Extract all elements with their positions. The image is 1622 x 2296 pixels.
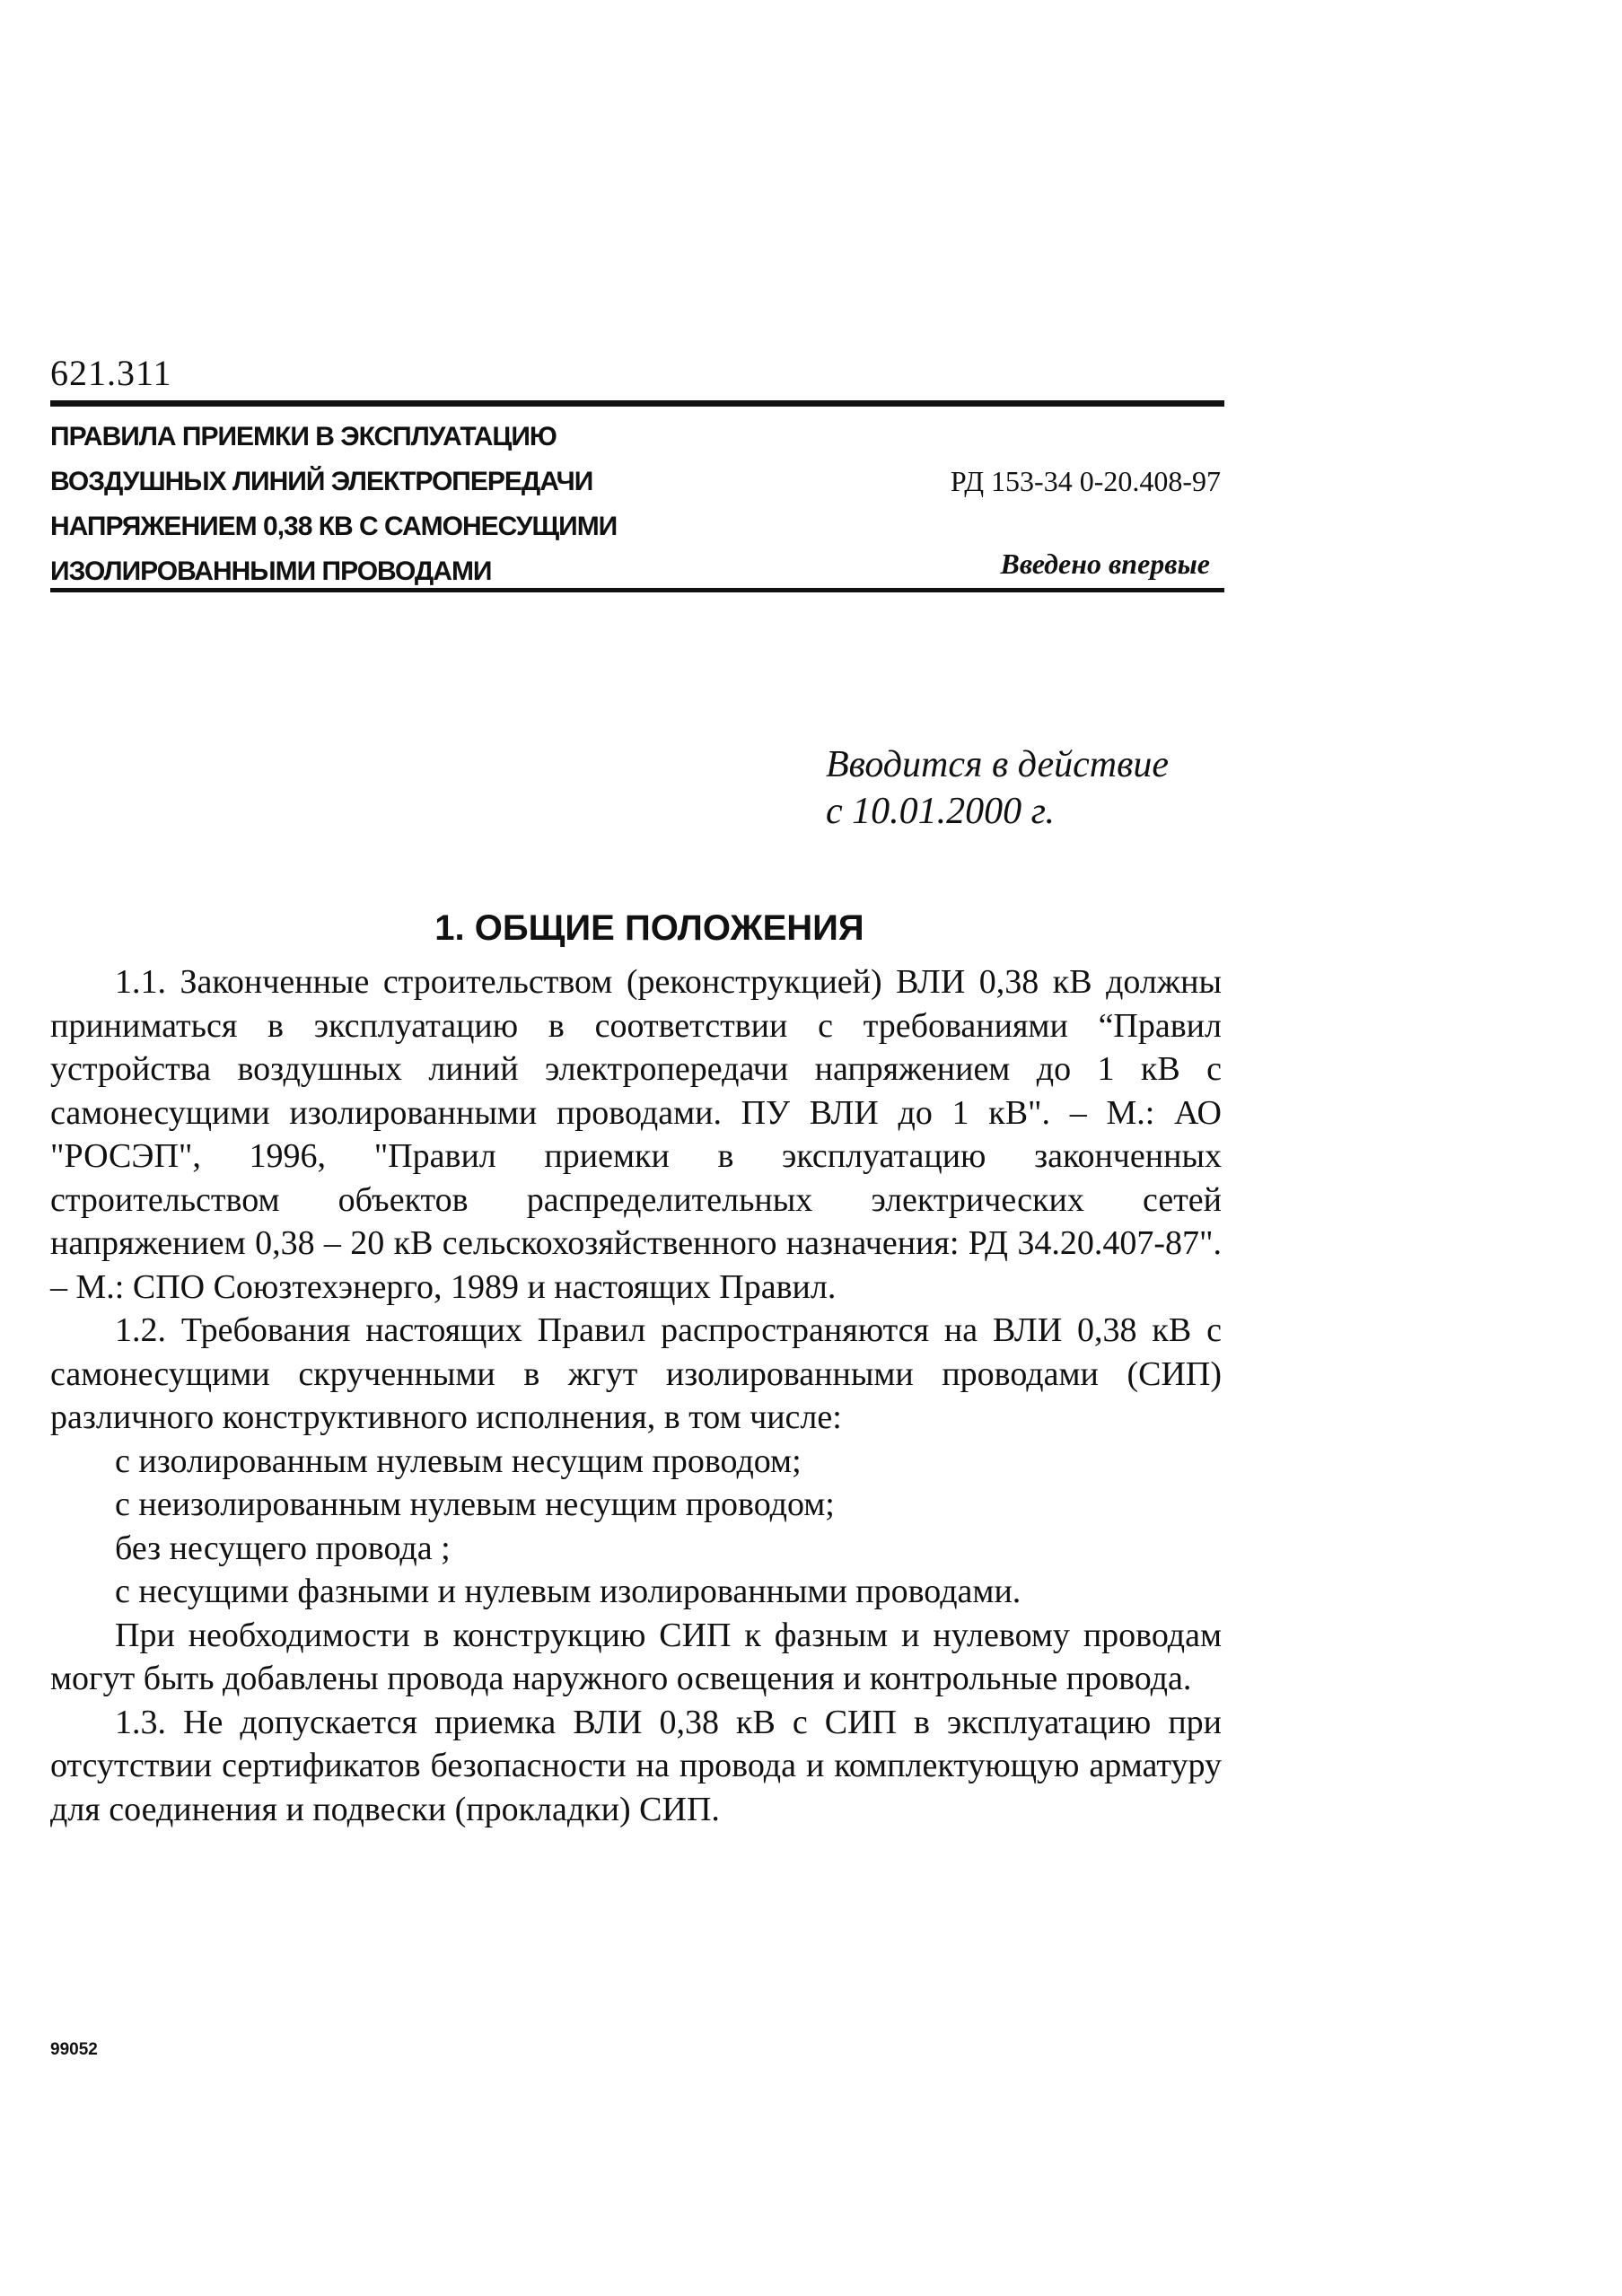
list-item: с неизолированным нулевым несущим проводом; bbox=[115, 1485, 835, 1523]
title-line: ПРАВИЛА ПРИЕМКИ В ЭКСПЛУАТАЦИЮ bbox=[50, 422, 557, 451]
footer-code: 99052 bbox=[50, 2040, 98, 2059]
list-item: с изолированным нулевым несущим проводом; bbox=[115, 1442, 802, 1480]
paragraph-1-2: 1.2. Требования настоящих Правил распространяются на ВЛИ 0,38 кВ с самонесущими скрученными в жгут изолированными проводами (СИП) различного конструктивного исполнения, в том числе: bbox=[50, 1311, 1222, 1436]
title-line: ВОЗДУШНЫХ ЛИНИЙ ЭЛЕКТРОПЕРЕДАЧИ bbox=[50, 467, 593, 496]
section-body bbox=[50, 960, 1222, 1831]
effective-date-block bbox=[826, 741, 1239, 835]
list-item: с несущими фазными и нулевым изолированными проводами. bbox=[115, 1573, 1021, 1610]
header-top-rule bbox=[50, 400, 1224, 407]
list-item: без несущего провода ; bbox=[115, 1529, 451, 1567]
paragraph-1-1: 1.1. Законченные строительством (реконструкцией) ВЛИ 0,38 кВ должны приниматься в эксплуатацию в соответствии с требованиями “Правил устройства воздушных линий электропередачи напряжением до 1 кВ с самонесущими изолированными проводами. ПУ ВЛИ до 1 кВ". – М.: АО "РОСЭП", 1996, "Правил приемки в эксплуатацию законченных строительством объектов распределительных электрических сетей напряжением 0,38 – 20 кВ сельскохозяйственного назначения: РД 34.20.407-87". – М.: СПО Союзтехэнерго, 1989 и настоящих Правил. bbox=[50, 963, 1222, 1306]
paragraph-1-2-continued: При необходимости в конструкцию СИП к фазным и нулевому проводам могут быть добавлены провода наружного освещения и контрольные провода. bbox=[50, 1616, 1222, 1697]
first-introduced-note: Введено впервые bbox=[1000, 548, 1210, 580]
title-line: ИЗОЛИРОВАННЫМИ ПРОВОДАМИ bbox=[50, 556, 492, 586]
title-line: НАПРЯЖЕНИЕМ 0,38 КВ С САМОНЕСУЩИМИ bbox=[50, 512, 618, 541]
effective-label: Вводится в действие bbox=[826, 744, 1169, 785]
effective-date: с 10.01.2000 г. bbox=[826, 791, 1055, 832]
document-code: РД 153-34 0-20.408-97 bbox=[950, 465, 1221, 497]
udc-code: 621.311 bbox=[50, 353, 172, 393]
paragraph-1-3: 1.3. Не допускается приемка ВЛИ 0,38 кВ с СИП в эксплуатацию при отсутствии сертификатов безопасности на провода и комплектующую арматуру для соединения и подвески (прокладки) СИП. bbox=[50, 1703, 1222, 1828]
document-title bbox=[50, 415, 768, 594]
header-bottom-rule bbox=[50, 588, 1224, 592]
section-heading: 1. ОБЩИЕ ПОЛОЖЕНИЯ bbox=[434, 908, 864, 948]
